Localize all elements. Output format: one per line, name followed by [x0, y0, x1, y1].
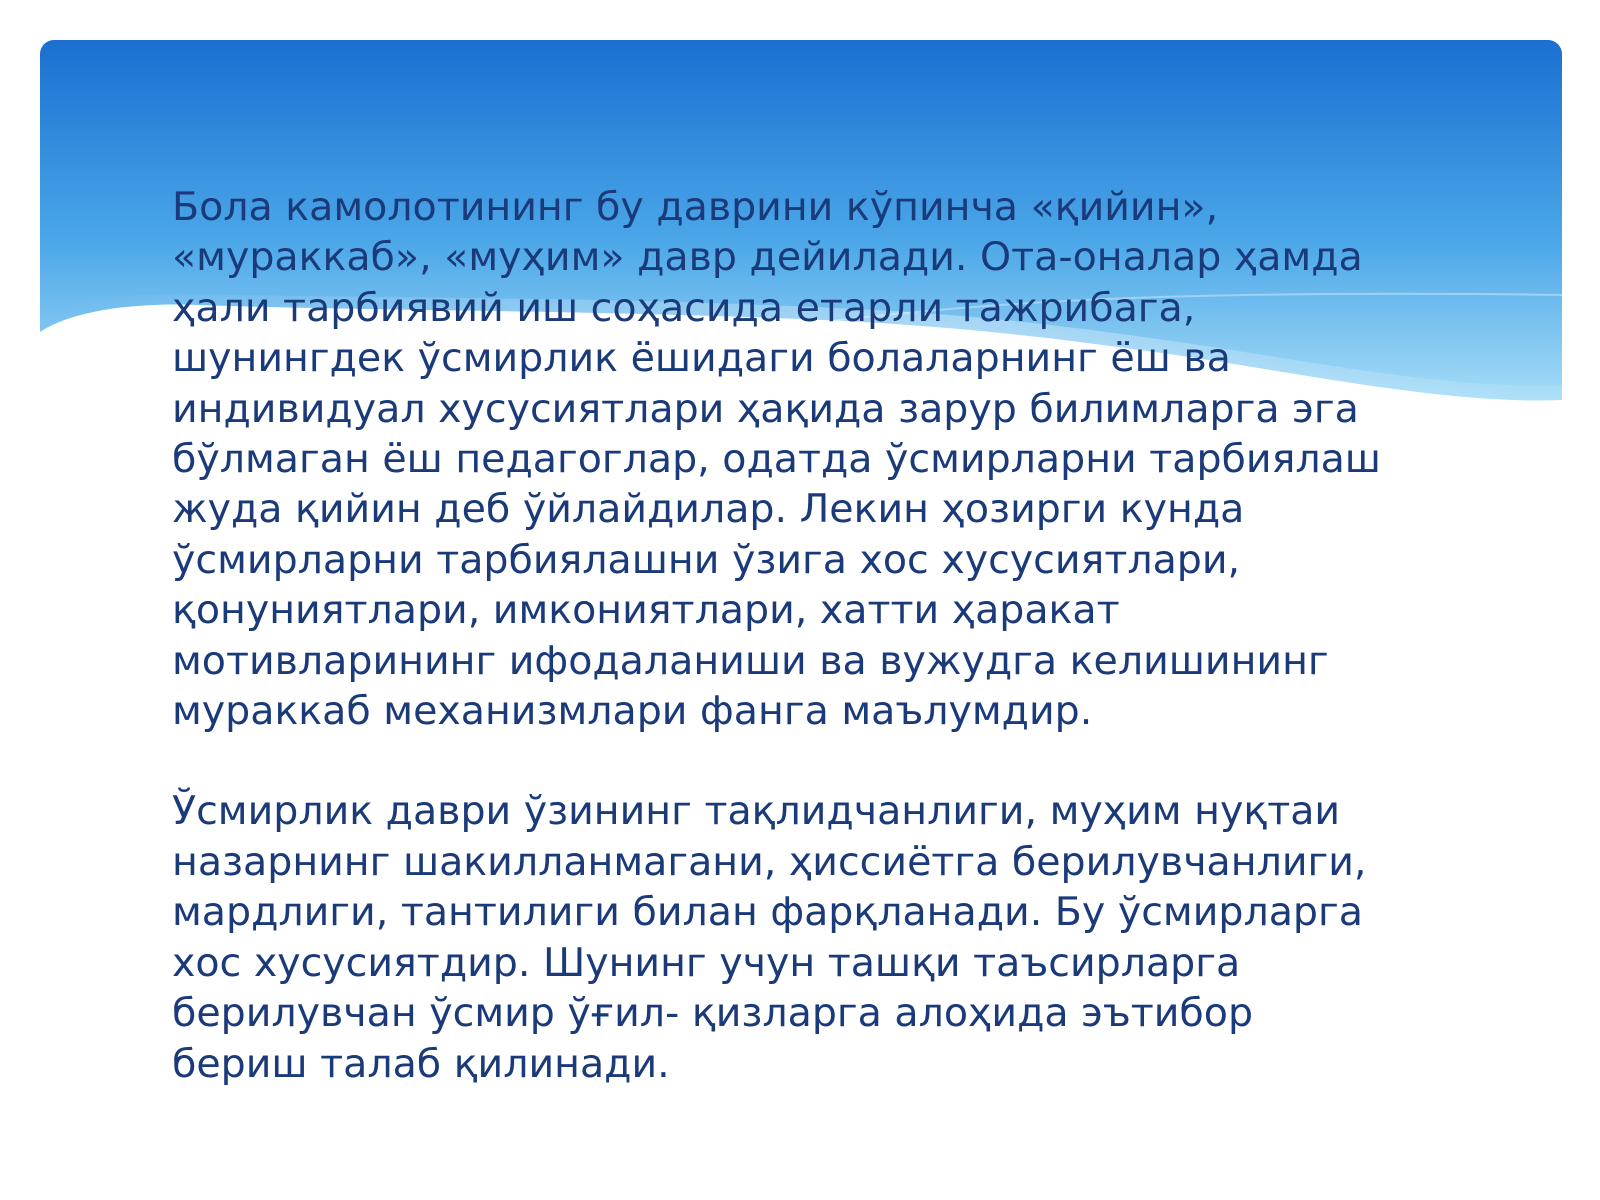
slide: [40, 40, 1562, 1162]
paragraph-1: Бола камолотининг бу даврини кўпинча «қийин», «мураккаб», «муҳим» давр дейилади. Ота-оналар ҳамда ҳали тарбиявий иш соҳасида етарли тажрибага, шунингдек ўсмирлик ёшидаги болаларнинг ёш ва индивидуал хусусиятлари ҳақида зарур билимларга эга бўлмаган ёш педагоглар, одатда ўсмирларни тарбиялаш жуда қийин деб ўйлайдилар. Лекин ҳозирги кунда ўсмирларни тарбиялашни ўзига хос хусусиятлари, қонуниятлари, имкониятлари, хатти ҳаракат мотивларининг ифодаланиши ва вужудга келишининг мураккаб механизмлари фанга маълумдир.: [172, 184, 1381, 735]
slide-body: [172, 182, 1532, 1089]
paragraph-2: Ўсмирлик даври ўзининг тақлидчанлиги, муҳим нуқтаи назарнинг шакилланмагани, ҳиссиётга берилувчанлиги, мардлиги, тантилиги билан фарқланади. Бу ўсмирларга хос хусусиятдир. Шунинг учун ташқи таъсирларга берилувчан ўсмир ўғил- қизларга алоҳида эътибор бериш талаб қилинади.: [172, 788, 1367, 1087]
